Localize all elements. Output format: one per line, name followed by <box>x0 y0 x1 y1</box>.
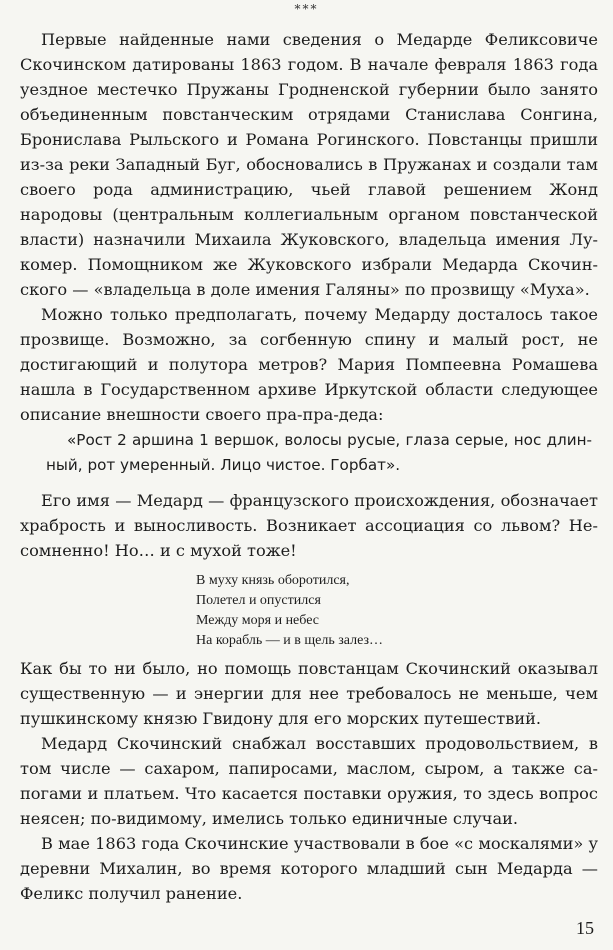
paragraph-6: В мае 1863 года Скочинские участвовали в бое «с москалями» у деревни Михалин, во время которого младший сын Медарда — Феликс получил ранение. <box>20 834 598 903</box>
poem-line-3: Между моря и небес <box>196 613 319 628</box>
poem-line-1: В муху князь оборотился, <box>196 573 350 588</box>
poem-line-2: Полетел и опустился <box>196 593 321 608</box>
paragraph-4: Как бы то ни было, но помощь повстанцам Скочинский оказывал существенную — и энергии для нее требовалось не меньше, чем пушкинскому князю Гвидону для его морских путешествий. <box>20 659 598 728</box>
paragraph-2: Можно только предполагать, почему Медарду досталось такое прозвище. Возможно, за согбенную спину и малый рост, не достигающий и полутора метров? Мария Помпеевна Ромашева нашла в Государственном архиве Иркутской области следующее описание внешности своего пра-пра-деда: <box>20 305 598 424</box>
paragraph-3: Его имя — Медард — французского происхождения, обозначает храбрость и выносливость. Возникает ассоциация со львом? Несомненно! Но… и с мухой тоже! <box>20 491 598 560</box>
poem-line-4: На корабль — и в щель залез… <box>196 633 384 648</box>
section-ornament: *** <box>294 2 319 16</box>
paragraph-1: Первые найденные нами сведения о Медарде Феликсовиче Скочинском датированы 1863 годом. В начале февраля 1863 года уездное местечко Пружаны Гродненской губернии было занято объединенным повстанческим отрядами Станислава Сонгина, Брониславa Рыльского и Романа Рогинского. Повстанцы пришли из-за реки Западный Буг, обосновались в Пружанах и создали там своего рода администрацию, чьей главой решением Жонд народовы (центральным коллегиальным органом повстанческой власти) назначили Михаила Жуковского, владельца имения Лукомер. Помощником же Жуковского избрали Медарда Скочинского — «владельца в доле имения Галяны» по прозвищу «Муха». <box>20 30 598 299</box>
paragraph-5: Медард Скочинский снабжал восставших продовольствием, в том числе — сахаром, папиросами, маслом, сыром, а также сапогами и платьем. Что касается поставки оружия, то здесь вопрос неясен; по-видимому, имелись только единичные случаи. <box>20 734 598 828</box>
archive-quote: «Рост 2 аршина 1 вершок, волосы русые, глаза серые, нос длинный, рот умеренный. Лицо чистое. Горбат». <box>46 431 592 474</box>
poem-excerpt <box>196 571 383 651</box>
page-number: 15 <box>576 918 594 938</box>
